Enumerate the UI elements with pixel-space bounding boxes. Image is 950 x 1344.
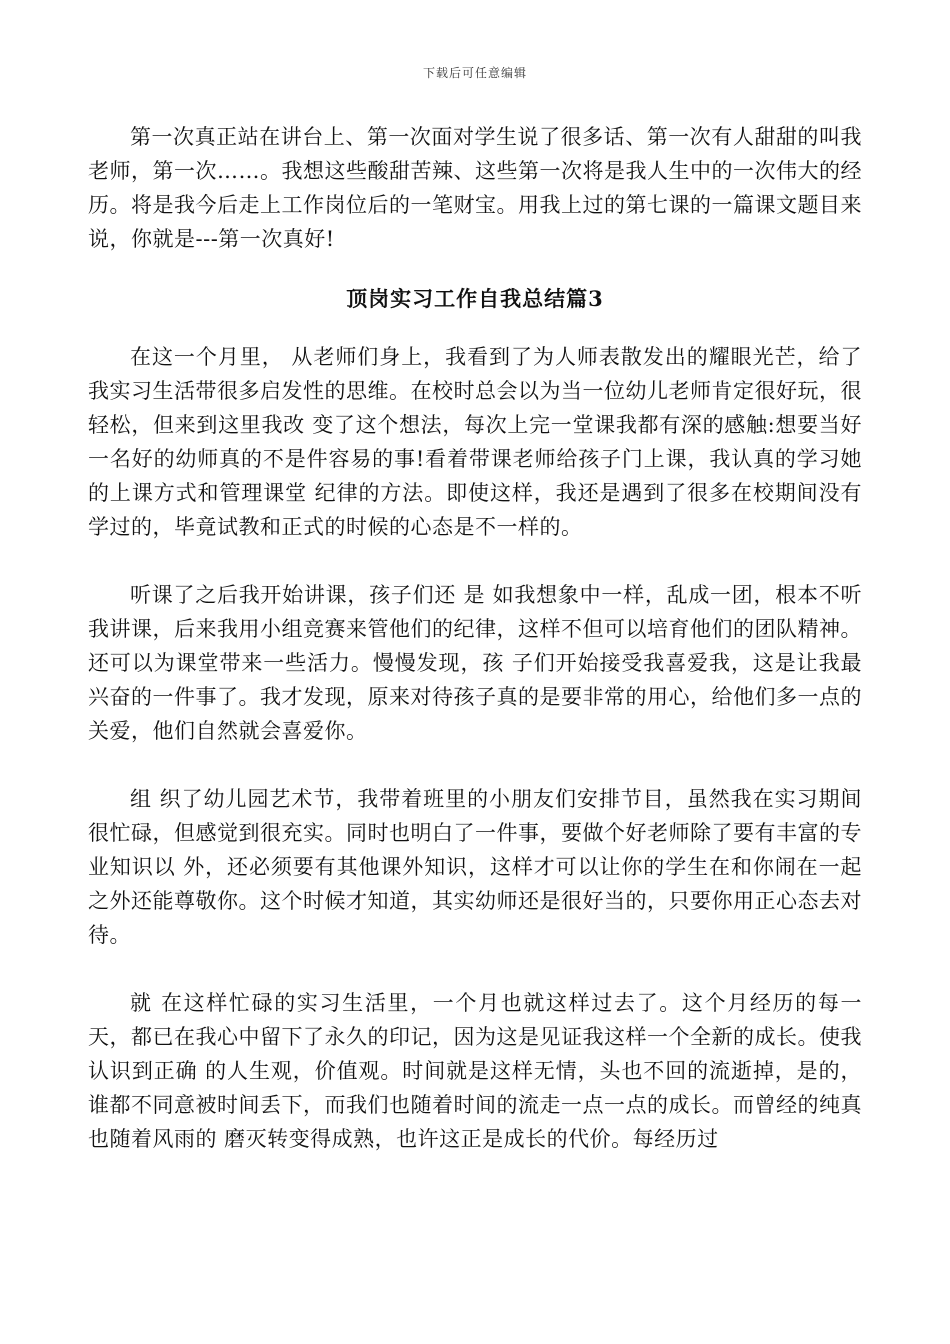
paragraph-3: 组 织了幼儿园艺术节，我带着班里的小朋友们安排节目，虽然我在实习期间很忙碌，但感觉到很充实。同时也明白了一件事，要做个好老师除了要有丰富的专业知识以 外，还必须要有其他课外知识，这样才可以让你的学生在和你闹在一起之外还能尊敬你。这个时候才知道，其实幼师还是很好当的，只要你用正心态去对待。 — [88, 787, 862, 947]
paragraph-4: 就 在这样忙碌的实习生活里，一个月也就这样过去了。这个月经历的每一天，都已在我心中留下了永久的印记，因为这是见证我这样一个全新的成长。使我认识到正确 的人生观，价值观。时间就是这样无情，头也不回的流逝掉，是的，谁都不同意被时间丢下，而我们也随着时间的流走一点一点的成长。而曾经的纯真也随着风雨的 磨灭转变得成熟，也许这正是成长的代价。每经历过 — [88, 991, 862, 1151]
paragraph-1: 在这一个月里， 从老师们身上，我看到了为人师表散发出的耀眼光芒，给了我实习生活带很多启发性的思维。在校时总会以为当一位幼儿老师肯定很好玩，很轻松，但来到这里我改 变了这个想法，每次上完一堂课我都有深的感触:想要当好一名好的幼师真的不是件容易的事!看着带课老师给孩子门上课，我认真的学习她的上课方式和管理课堂 纪律的方法。即使这样，我还是遇到了很多在校期间没有学过的，毕竟试教和正式的时候的心态是不一样的。 — [88, 345, 862, 539]
document-body — [88, 120, 862, 1156]
paragraph-2: 听课了之后我开始讲课，孩子们还 是 如我想象中一样，乱成一团，根本不听我讲课，后来我用小组竞赛来管他们的纪律，这样不但可以培育他们的团队精神。还可以为课堂带来一些活力。慢慢发现，孩 子们开始接受我喜爱我，这是让我最兴奋的一件事了。我才发现，原来对待孩子真的是要非常的用心，给他们多一点的关爱，他们自然就会喜爱你。 — [88, 583, 862, 743]
section-title: 顶岗实习工作自我总结篇3 — [346, 286, 604, 311]
paragraph-intro: 第一次真正站在讲台上、第一次面对学生说了很多话、第一次有人甜甜的叫我老师，第一次……。我想这些酸甜苦辣、这些第一次将是我人生中的一次伟大的经历。将是我今后走上工作岗位后的一笔财宝。用我上过的第七课的一篇课文题目来说，你就是---第一次真好! — [88, 125, 862, 251]
page-header: 下载后可任意编辑 — [422, 66, 527, 80]
